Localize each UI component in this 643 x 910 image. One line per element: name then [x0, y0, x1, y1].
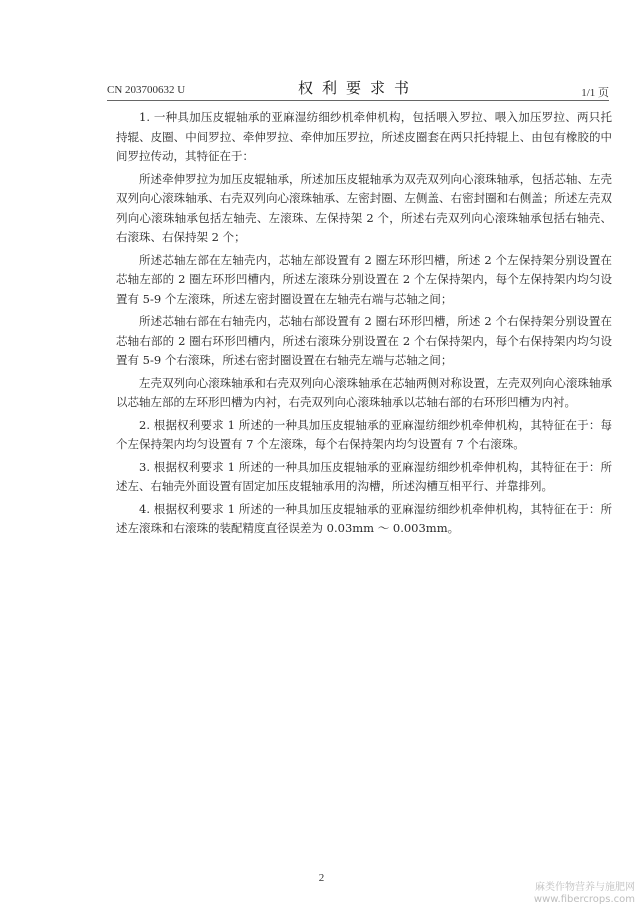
claim-1-intro: 1. 一种具加压皮辊轴承的亚麻湿纺细纱机牵伸机构，包括喂入罗拉、喂入加压罗拉、两只托持辊、皮圈、中间罗拉、牵伸罗拉、牵伸加压罗拉，所述皮圈套在两只托持辊上、由包有橡胶的中间罗拉传动，其特征在于：: [116, 110, 612, 163]
page-number: 2: [318, 872, 325, 884]
claim-3: 3. 根据权利要求 1 所述的一种具加压皮辊轴承的亚麻湿纺细纱机牵伸机构，其特征在于：所述左、右轴壳外面设置有固定加压皮辊轴承用的沟槽，所述沟槽互相平行、并靠排列。: [116, 459, 612, 493]
claim-1-paragraph: 所述牵伸罗拉为加压皮辊轴承，所述加压皮辊轴承为双壳双列向心滚珠轴承，包括芯轴、左壳双列向心滚珠轴承、右壳双列向心滚珠轴承、左密封圈、左侧盖、右密封圈和右侧盖；所述左壳双列向心滚珠轴承包括左轴壳、左滚珠、左保持架 2 个，所述右壳双列向心滚珠轴承包括右轴壳、右滚珠、右保持架 2 个；: [116, 171, 612, 244]
claim-1-paragraph: 所述芯轴左部在左轴壳内，芯轴左部设置有 2 圈左环形凹槽，所述 2 个左保持架分别设置在芯轴左部的 2 圈左环形凹槽内，所述左滚珠分别设置在 2 个左保持架内，每个左保持架内均匀设置有 5-9 个左滚珠，所述左密封圈设置在左轴壳右端与芯轴之间；: [116, 252, 612, 306]
watermark-site-name: 麻类作物营养与施肥网: [535, 882, 635, 893]
patent-number: CN 203700632 U: [107, 84, 186, 96]
page-count: 1/1 页: [581, 87, 609, 99]
watermark-url: www.fibercrops.com: [533, 894, 635, 905]
claim-1-paragraph: 左壳双列向心滚珠轴承和右壳双列向心滚珠轴承在芯轴两侧对称设置，左壳双列向心滚珠轴承以芯轴左部的左环形凹槽为内衬，右壳双列向心滚珠轴承以芯轴右部的右环形凹槽为内衬。: [116, 375, 612, 409]
claims-body: [116, 108, 612, 542]
claim-1-paragraph: 所述芯轴右部在右轴壳内，芯轴右部设置有 2 圈右环形凹槽，所述 2 个右保持架分别设置在芯轴右部的 2 圈右环形凹槽内，所述右滚珠分别设置在 2 个右保持架内，每个右保持架内均匀设置有 5-9 个右滚珠，所述右密封圈设置在右轴壳左端与芯轴之间；: [116, 314, 612, 367]
watermark: [534, 882, 635, 906]
page-title: 权利要求书: [297, 79, 418, 97]
document-header: [107, 74, 609, 102]
claim-4: 4. 根据权利要求 1 所述的一种具加压皮辊轴承的亚麻湿纺细纱机牵伸机构，其特征在于：所述左滚珠和右滚珠的装配精度直径误差为 0.03mm ～ 0.003mm。: [116, 501, 612, 535]
header-divider: [107, 100, 609, 101]
claim-2: 2. 根据权利要求 1 所述的一种具加压皮辊轴承的亚麻湿纺细纱机牵伸机构，其特征在于：每个左保持架内均匀设置有 7 个左滚珠，每个右保持架内均匀设置有 7 个右滚珠。: [116, 417, 612, 451]
